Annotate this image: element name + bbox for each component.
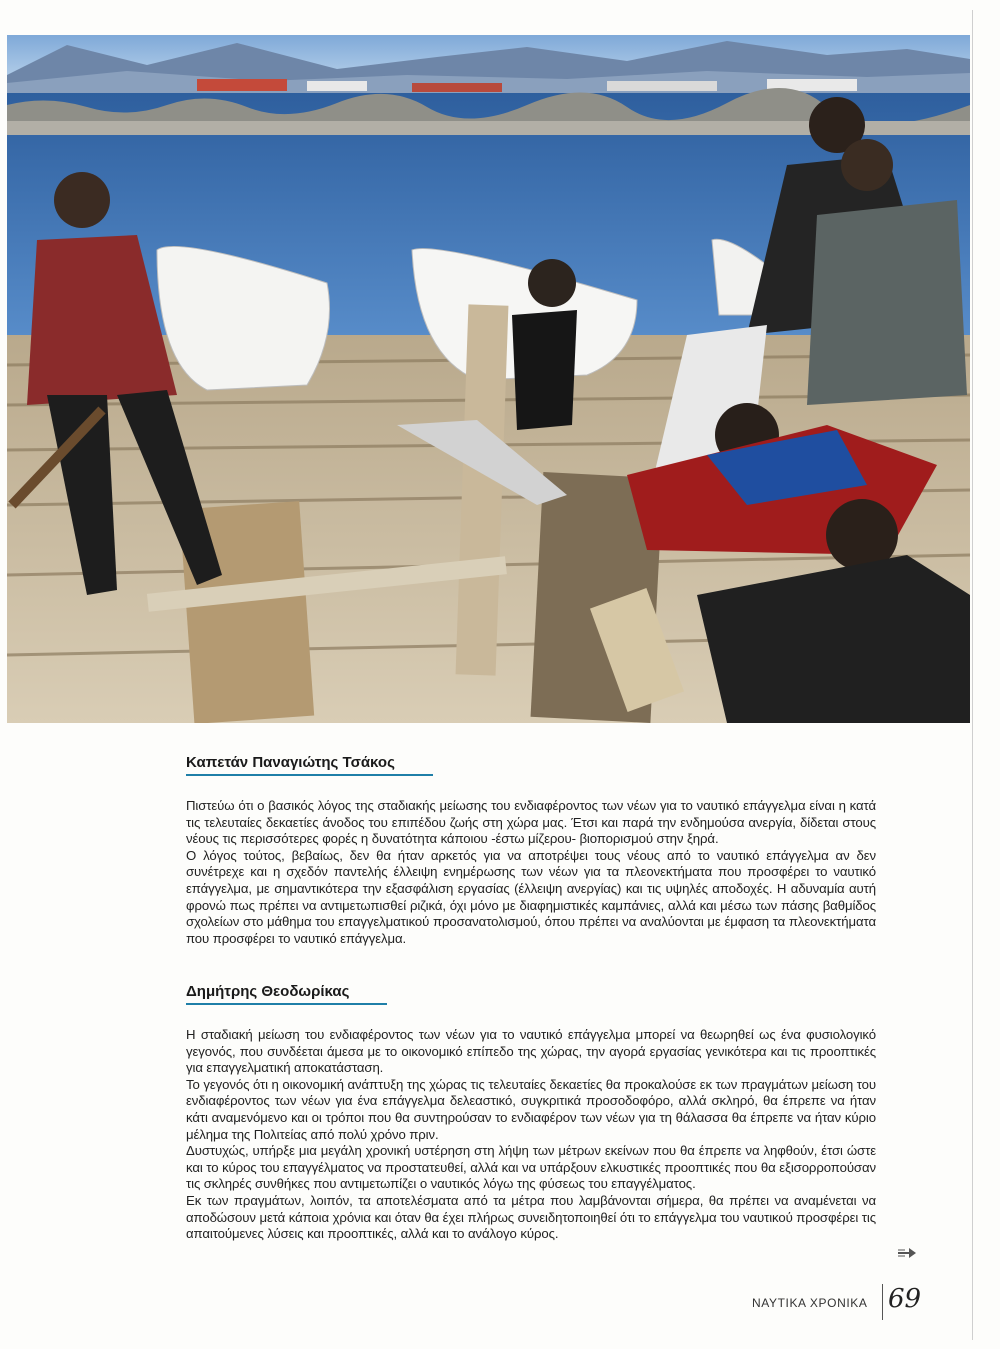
page-number: 69 [888, 1284, 922, 1314]
arrow-right-icon [897, 1247, 917, 1259]
paragraph: Ο λόγος τούτος, βεβαίως, δεν θα ήταν αρκετός για να αποτρέψει τους νέους από το ναυτικό επάγγελμα αν δεν συνέτρεχε και η σχεδόν παντελής έλλειψη ενημέρωσης των νέων για τα πλεονεκτήματα που προσφέρει το ναυτικό επάγγελμα, με σημαντικότερα την εξασφάλιση εργασίας (έλλειψη ανεργίας) και τις υψηλές αποδοχές. Η αδυναμία αυτή φρονώ πως πρέπει να αντιμετωπισθεί ριζικά, όχι μόνο με διαφημιστικές καμπάνιες, αλλά και μέσω των πάσης βαθμίδος σχολείων στο μάθημα του επαγγελματικού προσανατολισμού, όπου πρέπει να αναλύονται με έμφαση τα πλεονεκτήματα που προσφέρει το ναυτικό επάγγελμα. [186, 847, 876, 946]
paragraph: Δυστυχώς, υπήρξε μια μεγάλη χρονική υστέρηση στη λήψη των μέτρων εκείνων που θα έπρεπε να ληφθούν, έτσι ώστε και το κύρος του επαγγέλματος να προστατευθεί, αλλά και να υπάρξουν ελκυστικές προοπτικές που θα εξισορροπούσαν τις σκληρές συνθήκες που αντιμετωπίζει ο ναυτικός λόγω της φύσεως του επαγγέλματος. [186, 1143, 876, 1192]
paragraph: Πιστεύω ότι ο βασικός λόγος της σταδιακής μείωσης του ενδιαφέροντος των νέων για το ναυτικό επάγγελμα είναι η κατά τις τελευταίες δεκαετίες άνοδος του επιπέδου ζωής στη χώρα μας. Έτσι και παρά την ενδημούσα ανεργία, δίδεται στους νέους τις περισσότερες φορές η δυνατότητα κάποιου -έστω μίζερου- βιοπορισμού στην ξηρά. [186, 798, 876, 847]
magazine-name: ΝΑΥΤΙΚΑ ΧΡΟΝΙΚΑ [752, 1296, 868, 1310]
section-heading: Καπετάν Παναγιώτης Τσάκος [186, 754, 433, 776]
interview-section-tsakos [186, 754, 876, 947]
paragraph: Το γεγονός ότι η οικονομική ανάπτυξη της χώρας τις τελευταίες δεκαετίες θα προκαλούσε εκ των πραγμάτων μείωση του ενδιαφέροντος των νέων για ένα επάγγελμα δελεαστικό, συγκριτικά προσοδοφόρο, αλλά σκληρό, θα έπρεπε να ήταν κάτι αναμενόμενο και οι τρόποι που θα συντηρούσαν το ενδιαφέρον των νέων για τη θάλασσα θα έπρεπε να ήταν κύριο μέλημα της Πολιτείας από πολύ χρόνο πριν. [186, 1076, 876, 1142]
footer-divider [882, 1284, 883, 1320]
interview-section-theodorikas [186, 983, 876, 1243]
section-heading: Δημήτρης Θεοδωρίκας [186, 983, 387, 1005]
harbor-boatyard-photo [7, 35, 970, 723]
page-edge [972, 10, 973, 1340]
paragraph: Εκ των πραγμάτων, λοιπόν, τα αποτελέσματα από τα μέτρα που λαμβάνονται σήμερα, θα πρέπει να αναμένεται να αποδώσουν μετά κάποια χρόνια και όταν θα έχει πλήρως συνειδητοποιηθεί ότι το επάγγελμα του ναυτικού προσφέρει τις απαιτούμενες λύσεις και προοπτικές, αλλά και το ανάλογο κύρος. [186, 1192, 876, 1242]
paragraph: Η σταδιακή μείωση του ενδιαφέροντος των νέων για το ναυτικό επάγγελμα μπορεί να θεωρηθεί ως ένα φυσιολογικό γεγονός, που συνδέεται άμεσα με το οικονομικό επίπεδο της χώρας, την αγορά εργασίας γενικότερα και τις προοπτικές για επαγγελματική αποκατάσταση. [186, 1027, 876, 1076]
